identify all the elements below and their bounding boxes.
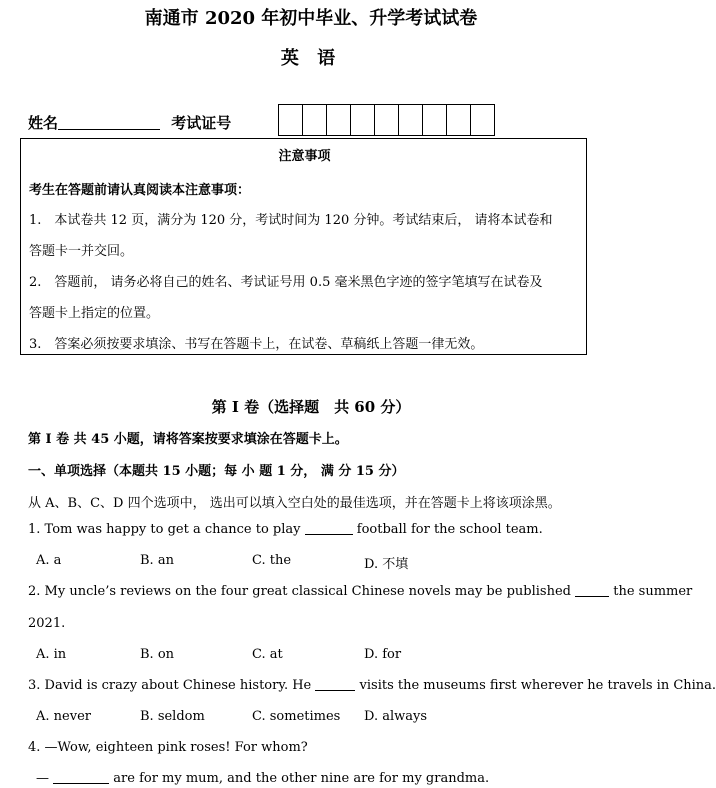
notice-line: 答题卡上指定的位置。 <box>29 306 160 321</box>
stem-text: 3. David is crazy about Chinese history. He <box>28 678 316 693</box>
part-title: 第 I 卷（选择题 共 60 分） <box>211 398 411 416</box>
exam-title: 南通市 2020 年初中毕业、升学考试试卷 <box>144 8 478 29</box>
notice-line: 答题卡一并交回。 <box>29 244 134 259</box>
id-box <box>303 105 327 135</box>
exam-id-boxes <box>278 104 495 136</box>
option-b: B. seldom <box>140 709 205 724</box>
id-box <box>327 105 351 135</box>
stem-text: visits the museums first wherever he travels in China. <box>355 678 716 693</box>
id-box <box>399 105 423 135</box>
question-stem <box>28 522 543 537</box>
option-d: D. always <box>364 709 428 724</box>
id-box <box>423 105 447 135</box>
id-label: 考试证号 <box>171 114 232 132</box>
stem-text: 2. My uncle’s reviews on the four great classical Chinese novels may be published <box>28 584 576 599</box>
option-c: C. the <box>252 553 292 568</box>
answer-blank <box>305 522 353 535</box>
notice-line: 1. 本试卷共 12 页，满分为 120 分，考试时间为 120 分钟。考试结束后， 请将本试卷和 <box>29 213 553 228</box>
id-box <box>351 105 375 135</box>
id-box <box>375 105 399 135</box>
stem-text: 1. Tom was happy to get a chance to play <box>28 522 305 537</box>
answer-blank <box>315 678 355 691</box>
stem-text: the summer <box>609 584 693 599</box>
question-stem <box>28 584 692 599</box>
subject-title: 英 语 <box>280 48 342 69</box>
option-a: A. in <box>36 647 67 662</box>
section-instruction: 从 A、B、C、D 四个选项中， 选出可以填入空白处的最佳选项，并在答题卡上将该项涂黑。 <box>28 496 561 511</box>
question-stem-continued: 2021. <box>28 616 66 631</box>
candidate-info-line <box>28 112 231 133</box>
name-blank <box>58 115 160 130</box>
part-instruction: 第 I 卷 共 45 小题，请将答案按要求填涂在答题卡上。 <box>28 432 348 447</box>
option-c: C. sometimes <box>252 709 341 724</box>
id-box <box>279 105 303 135</box>
option-a: A. never <box>36 709 91 724</box>
notice-intro: 考生在答题前请认真阅读本注意事项： <box>29 183 251 198</box>
id-box <box>447 105 471 135</box>
notice-box <box>20 138 587 355</box>
stem-text: are for my mum, and the other nine are for my grandma. <box>109 771 490 786</box>
stem-text: football for the school team. <box>352 522 543 537</box>
id-box <box>471 105 494 135</box>
option-d: D. for <box>364 647 402 662</box>
option-d: D. 不填 <box>364 557 409 572</box>
notice-title: 注意事项 <box>278 149 331 164</box>
notice-line: 3. 答案必须按要求填涂、书写在答题卡上，在试卷、草稿纸上答题一律无效。 <box>29 337 484 352</box>
name-label: 姓名 <box>28 114 59 132</box>
option-b: B. on <box>140 647 175 662</box>
option-a: A. a <box>36 553 62 568</box>
question-stem <box>36 771 489 786</box>
question-stem <box>28 678 716 693</box>
question-stem: 4. —Wow, eighteen pink roses! For whom? <box>28 740 308 755</box>
answer-blank <box>53 771 109 784</box>
section-title: 一、单项选择（本题共 15 小题；每 小 题 1 分， 满 分 15 分） <box>28 464 405 479</box>
notice-line: 2. 答题前， 请务必将自己的姓名、考试证号用 0.5 毫米黑色字迹的签字笔填写在试卷及 <box>29 275 543 290</box>
option-b: B. an <box>140 553 174 568</box>
option-c: C. at <box>252 647 283 662</box>
answer-blank <box>575 584 609 597</box>
stem-text: — <box>36 771 54 786</box>
